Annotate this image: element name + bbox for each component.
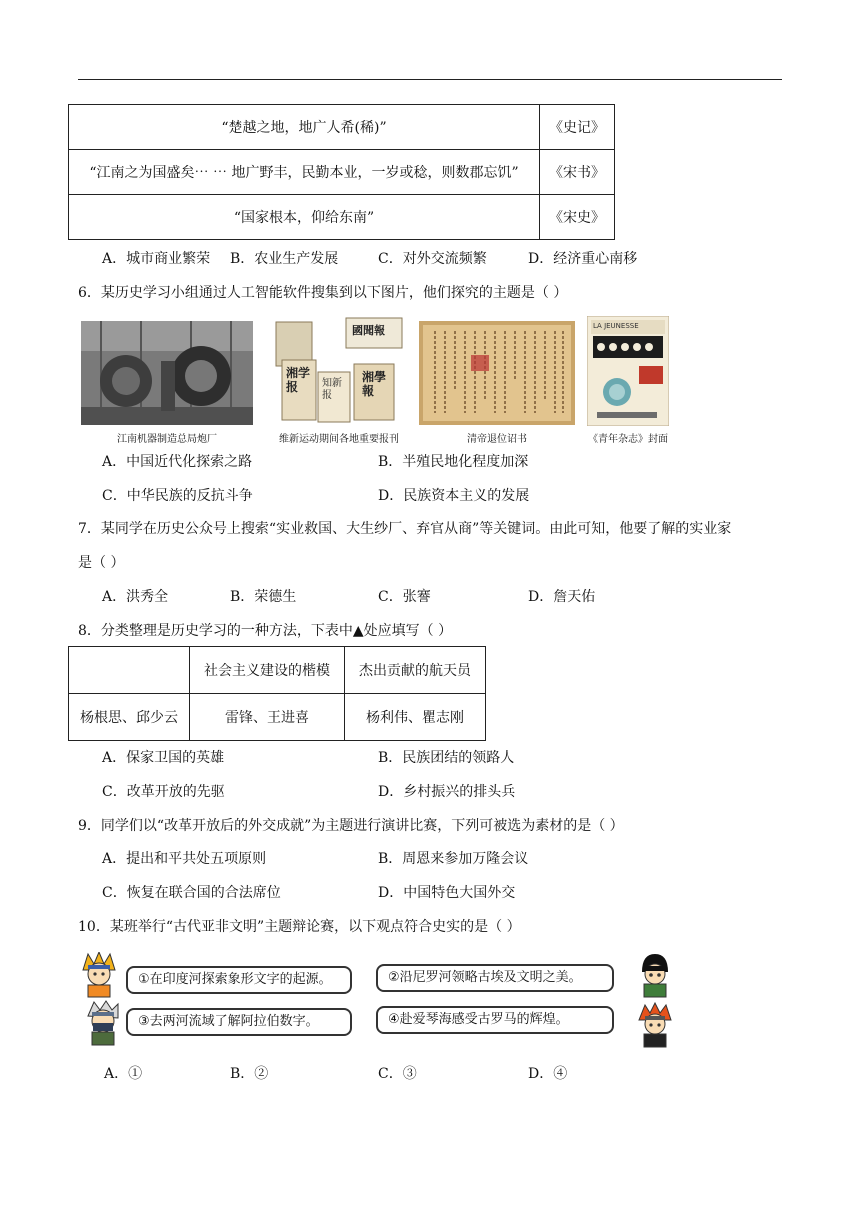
table-cell: “国家根本，仰给东南” (69, 195, 540, 240)
table-cell: 杰出贡献的航天员 (345, 647, 486, 694)
newspaper-title: 湘學報 (362, 370, 387, 398)
caption-arsenal: 江南机器制造总局炮厂 (117, 434, 217, 445)
q6-option-d: D．民族资本主义的发展 (378, 488, 530, 504)
table-cell: 《史记》 (540, 105, 615, 150)
q6-stem: 6．某历史学习小组通过人工智能软件搜集到以下图片，他们探究的主题是（ ） (78, 285, 568, 301)
q5-option-b: B．农业生产发展 (230, 251, 339, 267)
q7-option-a: A．洪秀全 (102, 589, 169, 605)
cartoon-avatar (80, 952, 118, 998)
q10-option-d: D．④ (528, 1066, 568, 1082)
table-cell: 杨根思、邱少云 (69, 694, 190, 741)
q5-option-c: C．对外交流频繁 (378, 251, 487, 267)
q10-stem: 10．某班举行“古代亚非文明”主题辩论赛，以下观点符合史实的是（ ） (78, 919, 521, 935)
cartoon-avatar (636, 1002, 674, 1048)
q7-stem-line2: 是（ ） (78, 555, 125, 571)
cartoon-avatar (636, 952, 674, 998)
q8-option-a: A．保家卫国的英雄 (102, 750, 225, 766)
table-cell (69, 647, 190, 694)
q7-option-b: B．荣德生 (230, 589, 297, 605)
table-row (69, 647, 486, 694)
edict-photo (419, 321, 575, 425)
speech-bubble-2: ②沿尼罗河领略古埃及文明之美。 (376, 964, 614, 992)
magazine-title: LA JEUNESSE (593, 322, 639, 330)
table-cell: 雷锋、王进喜 (190, 694, 345, 741)
q5-option-a: A．城市商业繁荣 (102, 251, 211, 267)
q6-option-b: B．半殖民地化程度加深 (378, 454, 529, 470)
q8-option-d: D．乡村振兴的排头兵 (378, 784, 516, 800)
q5-source-table (68, 104, 615, 240)
q10-option-c: C．③ (378, 1066, 417, 1082)
cartoon-avatar (84, 1000, 122, 1046)
q10-option-a: A．① (104, 1066, 143, 1082)
q7-option-d: D．詹天佑 (528, 589, 596, 605)
q9-stem: 9．同学们以“改革开放后的外交成就”为主题进行演讲比赛，下列可被选为素材的是（ ） (78, 818, 624, 834)
newspapers-photo (272, 316, 406, 426)
q5-option-d: D．经济重心南移 (528, 251, 638, 267)
q9-option-c: C．恢复在联合国的合法席位 (102, 885, 281, 901)
table-row (69, 150, 615, 195)
arsenal-photo (81, 321, 253, 425)
q9-option-a: A．提出和平共处五项原则 (102, 851, 267, 867)
caption-magazine: 《青年杂志》封面 (588, 434, 668, 445)
table-cell: 杨利伟、瞿志刚 (345, 694, 486, 741)
table-cell: “楚越之地，地广人希(稀)” (69, 105, 540, 150)
caption-edict: 清帝退位诏书 (467, 434, 527, 445)
q8-option-b: B．民族团结的领路人 (378, 750, 515, 766)
q9-option-b: B．周恩来参加万隆会议 (378, 851, 529, 867)
q8-option-c: C．改革开放的先驱 (102, 784, 225, 800)
header-rule (78, 79, 782, 80)
q6-option-a: A．中国近代化探索之路 (102, 454, 253, 470)
q6-option-c: C．中华民族的反抗斗争 (102, 488, 253, 504)
table-cell: 社会主义建设的楷模 (190, 647, 345, 694)
q8-category-table (68, 646, 486, 741)
speech-bubble-3: ③去两河流域了解阿拉伯数字。 (126, 1008, 352, 1036)
magazine-cover (587, 316, 669, 426)
table-row (69, 694, 486, 741)
table-cell: 《宋史》 (540, 195, 615, 240)
table-row (69, 195, 615, 240)
q10-option-b: B．② (230, 1066, 269, 1082)
speech-bubble-1: ①在印度河探索象形文字的起源。 (126, 966, 352, 994)
q7-stem-line1: 7．某同学在历史公众号上搜索“实业救国、大生纱厂、弃官从商”等关键词。由此可知，他要了解的实业家 (78, 521, 732, 537)
q9-option-d: D．中国特色大国外交 (378, 885, 516, 901)
newspaper-title: 知新报 (322, 378, 342, 401)
newspaper-title: 國聞報 (352, 324, 385, 337)
q8-stem: 8．分类整理是历史学习的一种方法，下表中▲处应填写（ ） (78, 623, 453, 639)
newspaper-title: 湘学报 (286, 366, 311, 394)
table-cell: 《宋书》 (540, 150, 615, 195)
speech-bubble-4: ④赴爱琴海感受古罗马的辉煌。 (376, 1006, 614, 1034)
table-row (69, 105, 615, 150)
caption-newspapers: 维新运动期间各地重要报刊 (279, 434, 399, 445)
table-cell: “江南之为国盛矣⋯ ⋯ 地广野丰，民勤本业，一岁或稔，则数郡忘饥” (69, 150, 540, 195)
q7-option-c: C．张謇 (378, 589, 431, 605)
